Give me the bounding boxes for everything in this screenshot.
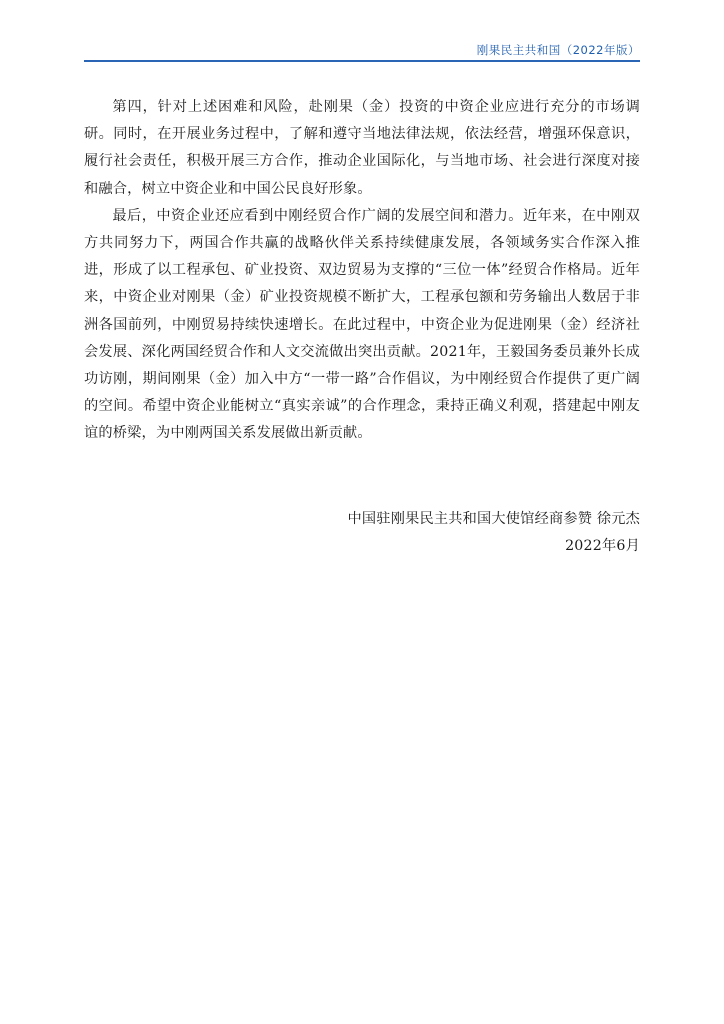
paragraph-finally: 最后，中资企业还应看到中刚经贸合作广阔的发展空间和潜力。近年来，在中刚双方共同努力下，两国合作共赢的战略伙伴关系持续健康发展，各领域务实合作深入推进，形成了以工程承包、矿业投资、双边贸易为支撑的“三位一体”经贸合作格局。近年来，中资企业对刚果（金）矿业投资规模不断扩大，工程承包额和劳务输出人数居于非洲各国前列，中刚贸易持续快速增长。在此过程中，中资企业为促进刚果（金）经济社会发展、深化两国经贸合作和人文交流做出突出贡献。2021年，王毅国务委员兼外长成功访刚，期间刚果（金）加入中方“一带一路”合作倡议，为中刚经贸合作提供了更广阔的空间。希望中资企业能树立“真实亲诚”的合作理念，秉持正确义利观，搭建起中刚友谊的桥梁，为中刚两国关系发展做出新贡献。 <box>84 207 640 442</box>
signature-block <box>348 506 640 560</box>
signature-date: 2022年6月 <box>565 538 640 555</box>
header-title: 刚果民主共和国（2022年版） <box>476 43 640 57</box>
paragraph-fourth: 第四，针对上述困难和风险，赴刚果（金）投资的中资企业应进行充分的市场调研。同时，在开展业务过程中，了解和遵守当地法律法规，依法经营，增强环保意识，履行社会责任，积极开展三方合作，推动企业国际化，与当地市场、社会进行深度对接和融合，树立中资企业和中国公民良好形象。 <box>84 99 640 197</box>
header-divider <box>84 60 640 62</box>
signature-author: 中国驻刚果民主共和国大使馆经商参赞 徐元杰 <box>347 511 640 527</box>
body-text <box>84 94 640 448</box>
page-header <box>84 36 640 62</box>
